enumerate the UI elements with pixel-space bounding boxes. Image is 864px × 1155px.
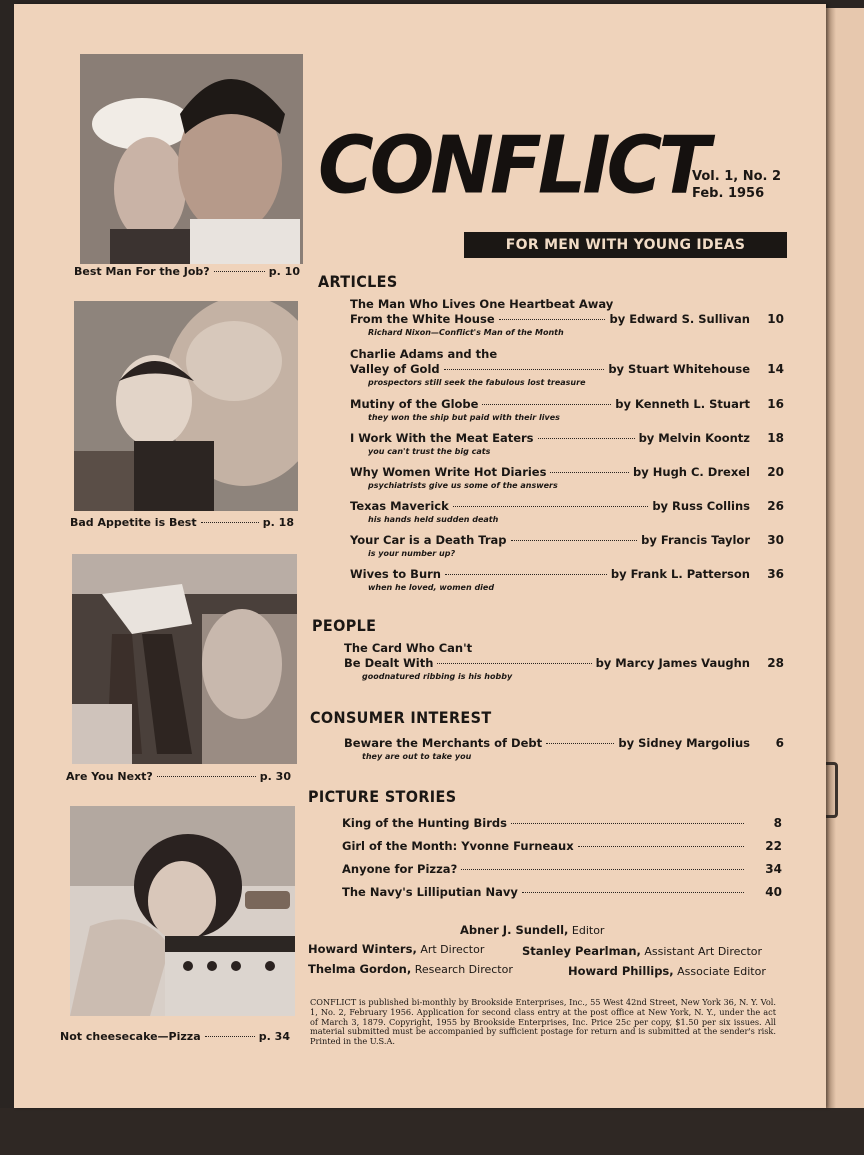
entry-page: 28 [767,656,784,670]
entry-author: by Stuart Whitehouse [608,362,750,376]
entry-title: Anyone for Pizza? [342,862,458,876]
entry-subtitle: when he loved, women died [368,583,495,592]
issue-date: Feb. 1956 [692,186,765,201]
entry-row [350,533,784,548]
entry-page: 8 [773,816,782,830]
caption-are-you-next [66,770,291,783]
toc-entry [342,885,782,900]
entry-page: 22 [765,839,782,853]
crash-photo-image [72,554,297,764]
couple-photo-image [80,54,303,264]
entry-title: King of the Hunting Birds [342,816,507,830]
entry-row [344,736,784,751]
entry-subtitle: his hands held sudden death [368,515,499,524]
entry-page: 10 [767,312,784,326]
entry-page: 30 [767,533,784,547]
staff-role: Editor [571,924,605,937]
tagline-banner: FOR MEN WITH YOUNG IDEAS [464,232,787,258]
toc-entry [350,499,784,525]
staff-name: Stanley Pearlman, [522,944,641,958]
entry-title: Mutiny of the Globe [350,397,479,411]
section-heading-consumer: CONSUMER INTEREST [310,708,492,727]
caption-text: Bad Appetite is Best [70,516,197,529]
entry-subtitle: you can't trust the big cats [368,447,491,456]
entry-title: The Navy's Lilliputian Navy [342,885,518,899]
entry-title-line: The Man Who Lives One Heartbeat Away [350,297,614,311]
toc-entry [350,567,784,593]
entry-row [350,567,784,582]
toc-entry [342,862,782,877]
woman-oven-photo-image [70,806,295,1016]
caption-text: Best Man For the Job? [74,265,210,278]
entry-page: 26 [767,499,784,513]
photo-bad-appetite [74,301,298,511]
masthead-logo: CONFLICT [318,117,707,212]
entry-page: 40 [765,885,782,899]
caption-page: p. 34 [258,1030,290,1043]
entry-page: 18 [767,431,784,445]
entry-title: Wives to Burn [350,567,441,581]
entry-subtitle: is your number up? [368,549,456,558]
volume-number: Vol. 1, No. 2 [692,169,782,184]
toc-entry [342,816,782,831]
entry-subtitle: prospectors still seek the fabulous lost treasure [368,378,586,387]
toc-entry [350,397,784,423]
entry-title: Girl of the Month: Yvonne Furneaux [342,839,574,853]
publication-notice: CONFLICT is published bi-monthly by Brookside Enterprises, Inc., 55 West 42nd Street, New York 36, N. Y. Vol. 1, No. 2, February 1956. Application for second class entry at the post office at New York, N. Y., under the act of March 3, 1879. Copyright, 1955 by Brookside Enterprises, Inc. Price 25c per copy, $1.50 per six issues. All material submitted must be accompanied by sufficient postage for return and is submitted at the sender's risk. Printed in the U.S.A. [310,997,776,1047]
caption-page: p. 18 [262,516,294,529]
entry-row [342,885,782,900]
entry-title: Be Dealt With [344,656,434,670]
entry-subtitle: Richard Nixon—Conflict's Man of the Month [368,328,564,337]
entry-subtitle: they are out to take you [362,752,472,761]
section-heading-pictures: PICTURE STORIES [308,787,457,806]
entry-row [342,816,782,831]
toc-entry [342,839,782,854]
staff-name: Howard Phillips, [568,964,674,978]
entry-page: 36 [767,567,784,581]
section-heading-people: PEOPLE [312,616,377,635]
staff-name: Howard Winters, [308,942,417,956]
toc-entry [350,533,784,559]
entry-title: Your Car is a Death Trap [350,533,507,547]
staff-name: Abner J. Sundell, [460,923,569,937]
caption-page: p. 10 [268,265,300,278]
entry-page: 6 [775,736,784,750]
entry-row [350,431,784,446]
staff-art-director [308,942,484,956]
staff-name: Thelma Gordon, [308,962,412,976]
entry-author: by Melvin Koontz [638,431,750,445]
entry-row [344,656,784,671]
entry-author: by Hugh C. Drexel [633,465,750,479]
staff-assistant-art-director [522,944,762,958]
entry-page: 20 [767,465,784,479]
entry-author: by Francis Taylor [641,533,750,547]
entry-title: I Work With the Meat Eaters [350,431,534,445]
entry-title-line: The Card Who Can't [344,641,473,655]
entry-title: From the White House [350,312,495,326]
photo-pizza [70,806,295,1016]
staff-role: Associate Editor [677,965,766,978]
toc-entry [350,431,784,457]
entry-title: Valley of Gold [350,362,440,376]
caption-page: p. 30 [259,770,291,783]
entry-row [350,499,784,514]
caption-best-man [74,265,300,278]
entry-row [342,862,782,877]
entry-title-line: Charlie Adams and the [350,347,498,361]
entry-page: 14 [767,362,784,376]
staff-associate-editor [568,964,766,978]
caption-text: Not cheesecake—Pizza [60,1030,201,1043]
entry-row [350,312,784,327]
section-heading-articles: ARTICLES [318,272,398,291]
toc-entry [344,641,784,682]
toc-entry [350,465,784,491]
staff-editor [460,923,604,937]
entry-title: Beware the Merchants of Debt [344,736,543,750]
photo-best-man [80,54,303,264]
toc-entry [350,347,784,388]
entry-subtitle: psychiatrists give us some of the answers [368,481,558,490]
staff-role: Assistant Art Director [644,945,763,958]
entry-author: by Sidney Margolius [618,736,750,750]
entry-author: by Edward S. Sullivan [609,312,750,326]
entry-row [350,397,784,412]
photo-are-you-next [72,554,297,764]
entry-row [342,839,782,854]
caption-pizza [60,1030,290,1043]
entry-row [350,465,784,480]
next-page-edge [826,8,864,1108]
entry-page: 34 [765,862,782,876]
entry-author: by Russ Collins [652,499,750,513]
issue-info [692,168,781,202]
toc-entry [344,736,784,762]
entry-page: 16 [767,397,784,411]
lion-photo-image [74,301,298,511]
entry-subtitle: goodnatured ribbing is his hobby [362,672,513,681]
staff-role: Research Director [414,963,513,976]
staff-role: Art Director [420,943,485,956]
magazine-page [14,4,826,1108]
staff-research-director [308,962,513,976]
entry-author: by Marcy James Vaughn [595,656,750,670]
entry-row [350,362,784,377]
caption-text: Are You Next? [66,770,153,783]
entry-title: Why Women Write Hot Diaries [350,465,547,479]
entry-author: by Kenneth L. Stuart [615,397,750,411]
entry-subtitle: they won the ship but paid with their lives [368,413,560,422]
toc-entry [350,297,784,338]
caption-bad-appetite [70,516,294,529]
background [0,1108,864,1155]
entry-title: Texas Maverick [350,499,449,513]
entry-author: by Frank L. Patterson [610,567,750,581]
